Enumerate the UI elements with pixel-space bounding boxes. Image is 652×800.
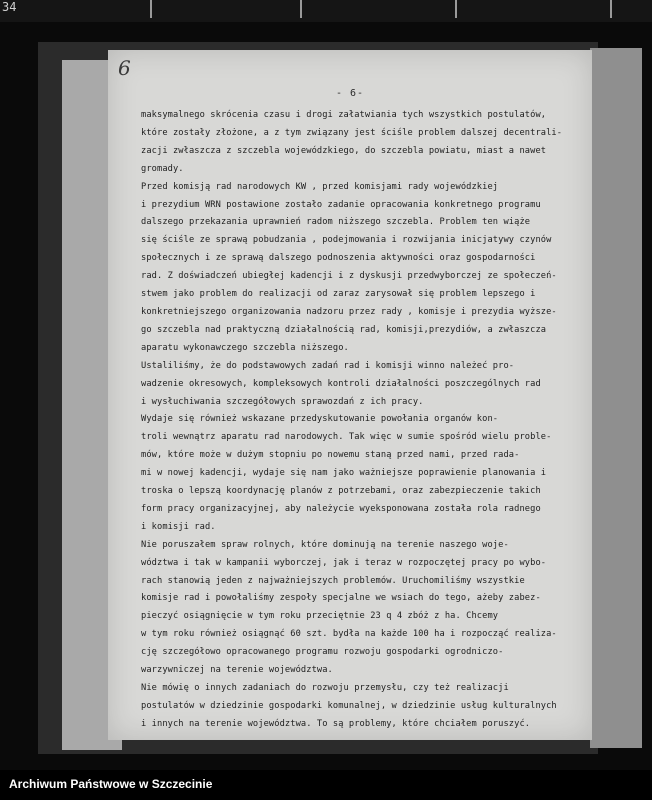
text-line: postulatów w dziedzinie gospodarki komunalnej, w dziedzinie usług kulturalnych [141,700,557,711]
text-line: warzywniczej na terenie województwa. [141,665,333,676]
text-line: i komisji rad. [141,521,216,532]
text-line: się ściśle ze sprawą pobudzania , podejmowania i rozwijania inicjatywy czynów [141,235,552,246]
text-line: Przed komisją rad narodowych KW , przed komisjami rady wojewódzkiej [141,181,499,192]
film-edge [0,0,652,22]
text-line: pieczyć osiągnięcie w tym roku przeciętnie 23 q 4 zbóż z ha. Chcemy [141,611,499,622]
text-line: społecznych i ze sprawą dalszego podnoszenia aktywności oraz gospodarności [141,253,536,264]
typed-page-number: - 6- [335,88,365,99]
text-line: wadzenie okresowych, kompleksowych kontroli działalności poszczególnych rad [141,378,541,389]
film-tick-mark [455,0,457,18]
text-line: i prezydium WRN postawione zostało zadanie opracowania konkretnego programu [141,199,541,210]
text-line: wództwa i tak w kampanii wyborczej, jak i teraz w rozpoczętej pracy po wybo- [141,557,547,568]
text-line: form pracy organizacyjnej, aby należycie wyeksponowana została rola radnego [141,503,541,514]
handwritten-page-number: 6 [118,56,131,80]
text-line: rad. Z doświadczeń ubiegłej kadencji i z dyskusji przedwyborczej ze społeczeń- [141,271,557,282]
underlying-sheet-right [590,48,642,748]
film-tick-mark [300,0,302,18]
text-line: Wydaje się również wskazane przedyskutowanie powołania organów kon- [141,414,499,425]
text-line: Nie poruszałem spraw rolnych, które dominują na terenie naszego woje- [141,539,509,550]
archive-footer [0,770,652,800]
film-tick-mark [150,0,152,18]
text-line: mów, które może w dużym stopniu po nowemu staną przed nami, przed rada- [141,450,520,461]
text-line: troli wewnątrz aparatu rad narodowych. Tak więc w sumie spośród wielu proble- [141,432,552,443]
document-page [108,50,592,740]
text-line: mi w nowej kadencji, wydaje się nam jako ważniejsze poprawienie planowania i [141,468,547,479]
text-line: rach stanowią jeden z najważniejszych problemów. Uruchomiliśmy wszystkie [141,575,525,586]
text-line: Ustaliliśmy, że do podstawowych zadań rad i komisji winno należeć pro- [141,360,515,371]
text-line: dalszego przekazania uprawnień radom niższego szczebla. Problem ten wiąże [141,217,531,228]
text-line: i wysłuchiwania szczegółowych sprawozdań z ich pracy. [141,396,424,407]
text-line: stwem jako problem do realizacji od zaraz zarysował się problem lepszego i [141,289,536,300]
text-line: konkretniejszego organizowania nadzoru przez rady , komisje i prezydia wyższe- [141,306,557,317]
film-tick-mark [610,0,612,18]
text-line: Nie mówię o innych zadaniach do rozwoju przemysłu, czy też realizacji [141,683,509,693]
film-frame-number: 34 [2,0,17,14]
text-line: go szczebla nad praktyczną działalnością rad, komisji,prezydiów, a zwłaszcza [141,324,547,335]
typed-body-text [141,107,571,734]
text-line: i innych na terenie województwa. To są problemy, które chciałem poruszyć. [141,718,531,729]
text-line: troska o lepszą koordynację planów z potrzebami, oraz zabezpieczenie takich [141,486,541,497]
text-line: gromady. [141,163,184,174]
text-line: w tym roku również osiągnąć 60 szt. bydła na każde 100 ha i rozpocząć realiza- [141,629,557,640]
text-line: cję szczegółowo opracowanego programu rozwoju gospodarki ogrodniczo- [141,647,504,658]
archive-name: Archiwum Państwowe w Szczecinie [9,777,213,791]
text-line: zacji zwłaszcza z szczebla wojewódzkiego, do szczebla powiatu, miast a nawet [141,145,547,156]
text-line: aparatu wykonawczego szczebla niższego. [141,342,349,353]
text-line: maksymalnego skrócenia czasu i drogi załatwiania tych wszystkich postulatów, [141,110,547,120]
text-line: które zostały złożone, a z tym związany jest ściśle problem dalszej decentrali- [141,127,563,138]
text-line: komisje rad i powołaliśmy zespoły specjalne we wsiach do tego, ażeby zabez- [141,593,541,604]
